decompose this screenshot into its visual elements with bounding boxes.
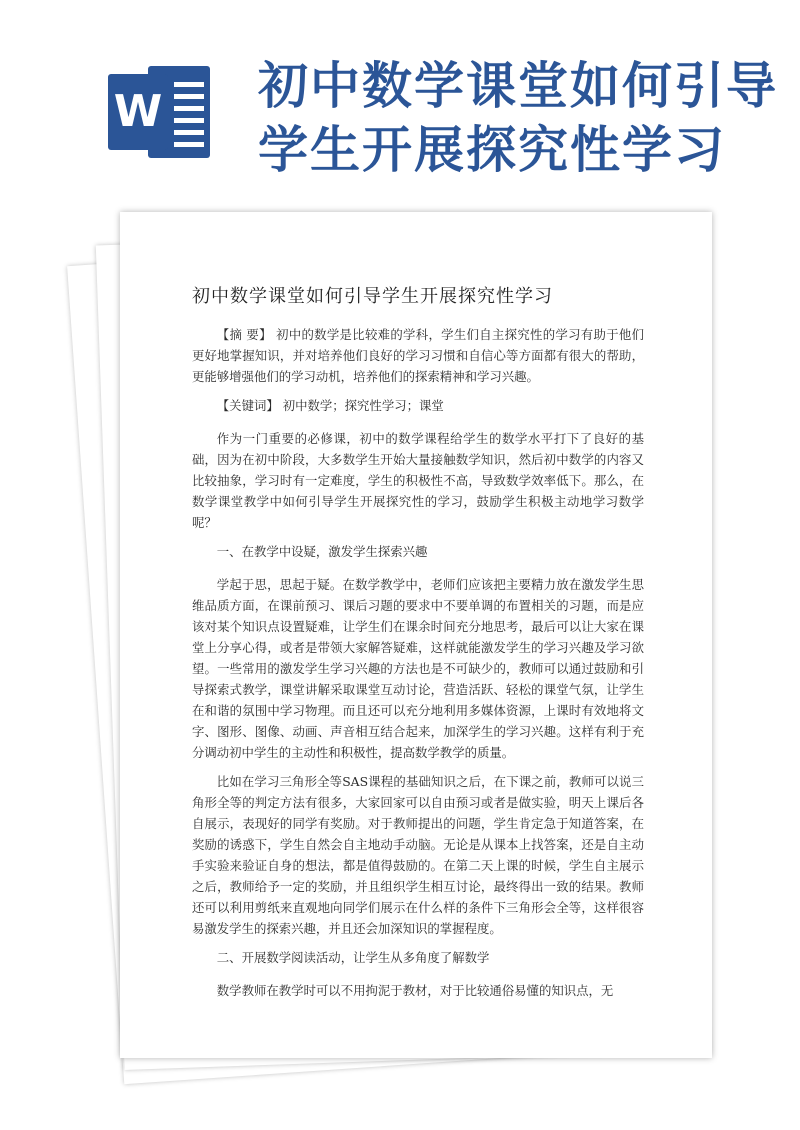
keywords-line: 【关键词】 初中数学；探究性学习；课堂 [216,398,444,413]
banner-title-line-2: 学生开展探究性学习 [258,120,726,179]
body-paragraph-1: 学起于思，思起于疑。在数学教学中，老师们应该把主要精力放在激发学生思维品质方面，在课前预习、课后习题的要求中不要单调的布置相关的习题，而是应该对某个知识点设置疑难，让学生们在课余时间充分地思考，最后可以让大家在课堂上分享心得，或者是带领大家解答疑难，这样就能激发学生的学习兴趣及学习欲望。一些常用的激发学生学习兴趣的方法也是不可缺少的，教师可以通过鼓励和引导探索式教学，课堂讲解采取课堂互动讨论，营造活跃、轻松的课堂气氛，让学生在和谐的氛围中学习物理。而且还可以充分地利用多媒体资源，上课时有效地将文字、图形、图像、动画、声音相互结合起来，加深学生的学习兴趣。这样有利于充分调动初中学生的主动性和积极性，提高数学教学的质量。 [192,577,644,760]
abstract-paragraph: 【摘 要】 初中的数学是比较难的学科，学生们自主探究性的学习有助于他们更好地掌握知识，并对培养他们良好的学习习惯和自信心等方面都有很大的帮助，更能够增强他们的学习动机，培养他们的探索精神和学习兴趣。 [192,327,644,384]
body-paragraph-2: 比如在学习三角形全等SAS课程的基础知识之后，在下课之前，教师可以说三角形全等的判定方法有很多，大家回家可以自由预习或者是做实验，明天上课后各自展示，表现好的同学有奖励。对于教师提出的问题，学生肯定急于知道答案，在奖励的诱惑下，学生自然会自主地动手动脑。无论是从课本上找答案，还是自主动手实验来验证自身的想法，都是值得鼓励的。在第二天上课的时候，学生自主展示之后，教师给予一定的奖励，并且组织学生相互讨论，最终得出一致的结果。教师还可以利用剪纸来直观地向同学们展示在什么样的条件下三角形会全等，这样很容易激发学生的探索兴趣，并且还会加深知识的掌握程度。 [192,774,644,936]
section-heading-1: 一、在教学中设疑，激发学生探索兴趣 [216,544,428,559]
body-paragraph-3: 数学教师在教学时可以不用拘泥于教材，对于比较通俗易懂的知识点，无 [216,983,614,998]
document-title: 初中数学课堂如何引导学生开展探究性学习 [192,286,553,307]
document-page [120,212,712,1058]
section-heading-2: 二、开展数学阅读活动，让学生从多角度了解数学 [216,950,490,965]
intro-paragraph: 作为一门重要的必修课，初中的数学课程给学生的数学水平打下了良好的基础，因为在初中阶段，大多数学生开始大量接触数学知识，然后初中数学的内容又比较抽象，学习时有一定难度，学生的积极性不高，导致数学效率低下。那么，在数学课堂教学中如何引导学生开展探究性的学习，鼓励学生积极主动地学习数学呢？ [192,431,644,530]
document-body [192,324,644,1009]
word-icon [108,66,212,158]
banner-title [258,54,778,182]
word-letter: W [108,74,168,150]
banner-title-line-1: 初中数学课堂如何引导 [258,56,778,115]
